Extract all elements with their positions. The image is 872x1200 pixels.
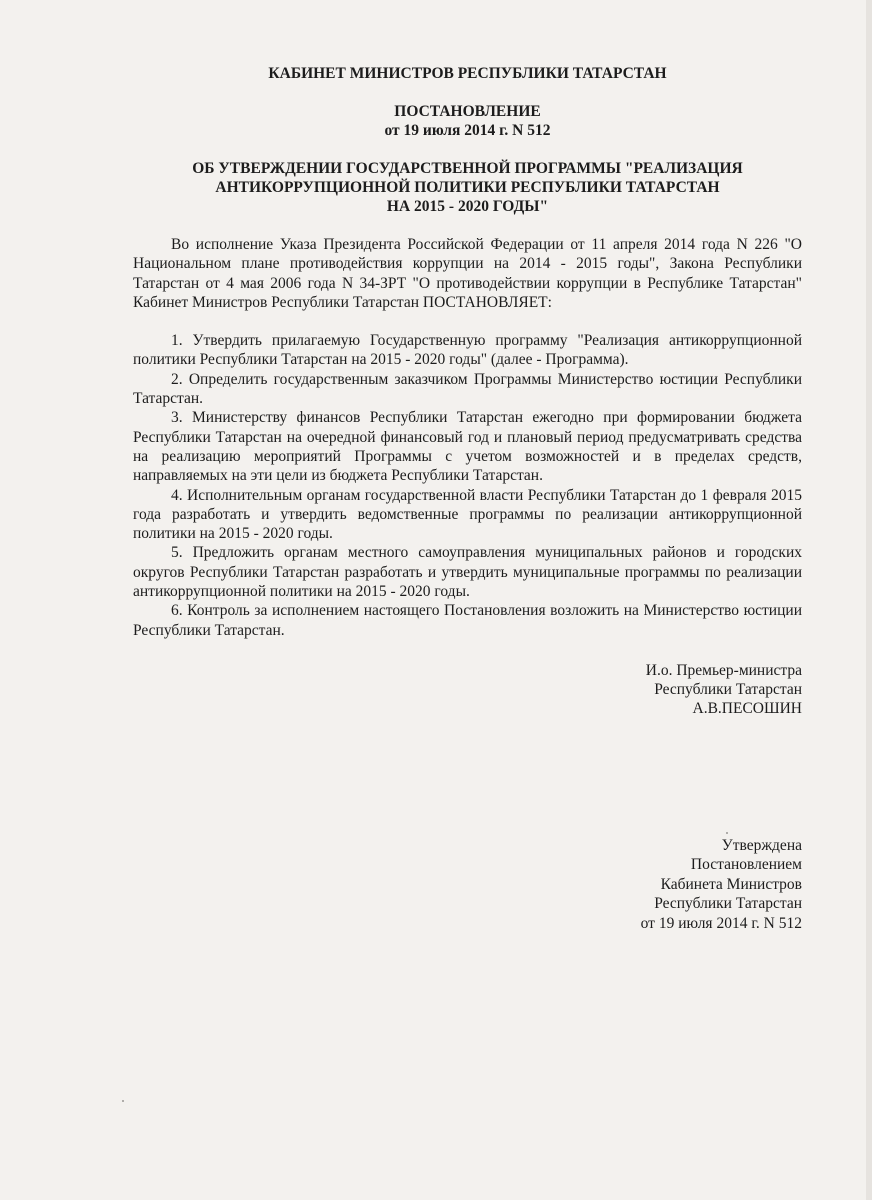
document-body [133,235,802,640]
signature-block [133,661,802,718]
title-line: АНТИКОРРУПЦИОННОЙ ПОЛИТИКИ РЕСПУБЛИКИ ТАТАРСТАН [215,179,720,196]
signer-position: И.о. Премьер-министра [645,661,802,679]
resolution-item: 6. Контроль за исполнением настоящего Постановления возложить на Министерство юстиции Республики Татарстан. [133,602,802,639]
approval-line: от 19 июля 2014 г. N 512 [640,914,802,932]
paper-speck [122,1100,124,1102]
resolution-item: 2. Определить государственным заказчиком Программы Министерство юстиции Республики Татарстан. [133,370,802,408]
signer-name: А.В.ПЕСОШИН [692,699,802,717]
signer-region: Республики Татарстан [654,680,802,698]
intro-paragraph: Во исполнение Указа Президента Российской Федерации от 11 апреля 2014 года N 226 "О Национальном плане противодействия коррупции на 2014 - 2015 годы", Закона Республики Татарстан от 4 мая 2006 года N 34-ЗРТ "О противодействии коррупции в Республике Татарстан" Кабинет Министров Республики Татарстан ПОСТАНОВЛЯЕТ: [133,236,802,311]
document-type: ПОСТАНОВЛЕНИЕ [394,103,541,120]
title-line: ОБ УТВЕРЖДЕНИИ ГОСУДАРСТВЕННОЙ ПРОГРАММЫ "РЕАЛИЗАЦИЯ [192,160,743,177]
title-line: НА 2015 - 2020 ГОДЫ" [386,198,549,215]
document-date: от 19 июля 2014 г. N 512 [384,122,551,139]
paper-speck [726,832,728,834]
organization-name: КАБИНЕТ МИНИСТРОВ РЕСПУБЛИКИ ТАТАРСТАН [268,65,667,82]
approval-line: Утверждена [721,836,802,854]
resolution-item: 4. Исполнительным органам государственной власти Республики Татарстан до 1 февраля 2015 года разработать и утвердить ведомственные программы по реализации антикоррупционной политики на 2015 - 2020 годы. [133,486,802,543]
approval-line: Республики Татарстан [654,895,802,913]
document-title [133,159,802,216]
approval-line: Кабинета Министров [660,875,802,893]
resolution-item: 1. Утвердить прилагаемую Государственную программу "Реализация антикоррупционной политики Республики Татарстан на 2015 - 2020 годы" (далее - Программа). [133,332,802,369]
document-header [133,64,802,216]
approval-stamp-block [133,836,802,934]
resolution-item: 3. Министерству финансов Республики Татарстан ежегодно при формировании бюджета Республики Татарстан на очередной финансовый год и плановый период предусматривать средства на реализацию мероприятий Программы с учетом возможностей и в пределах средств, направляемых на эти цели из бюджета Республики Татарстан. [133,409,802,485]
approval-line: Постановлением [690,856,802,874]
paper-edge [866,0,872,1200]
resolution-item: 5. Предложить органам местного самоуправления муниципальных районов и городских округов Республики Татарстан разработать и утвердить муниципальные программы по реализации антикоррупционной политики на 2015 - 2020 годы. [133,544,802,601]
